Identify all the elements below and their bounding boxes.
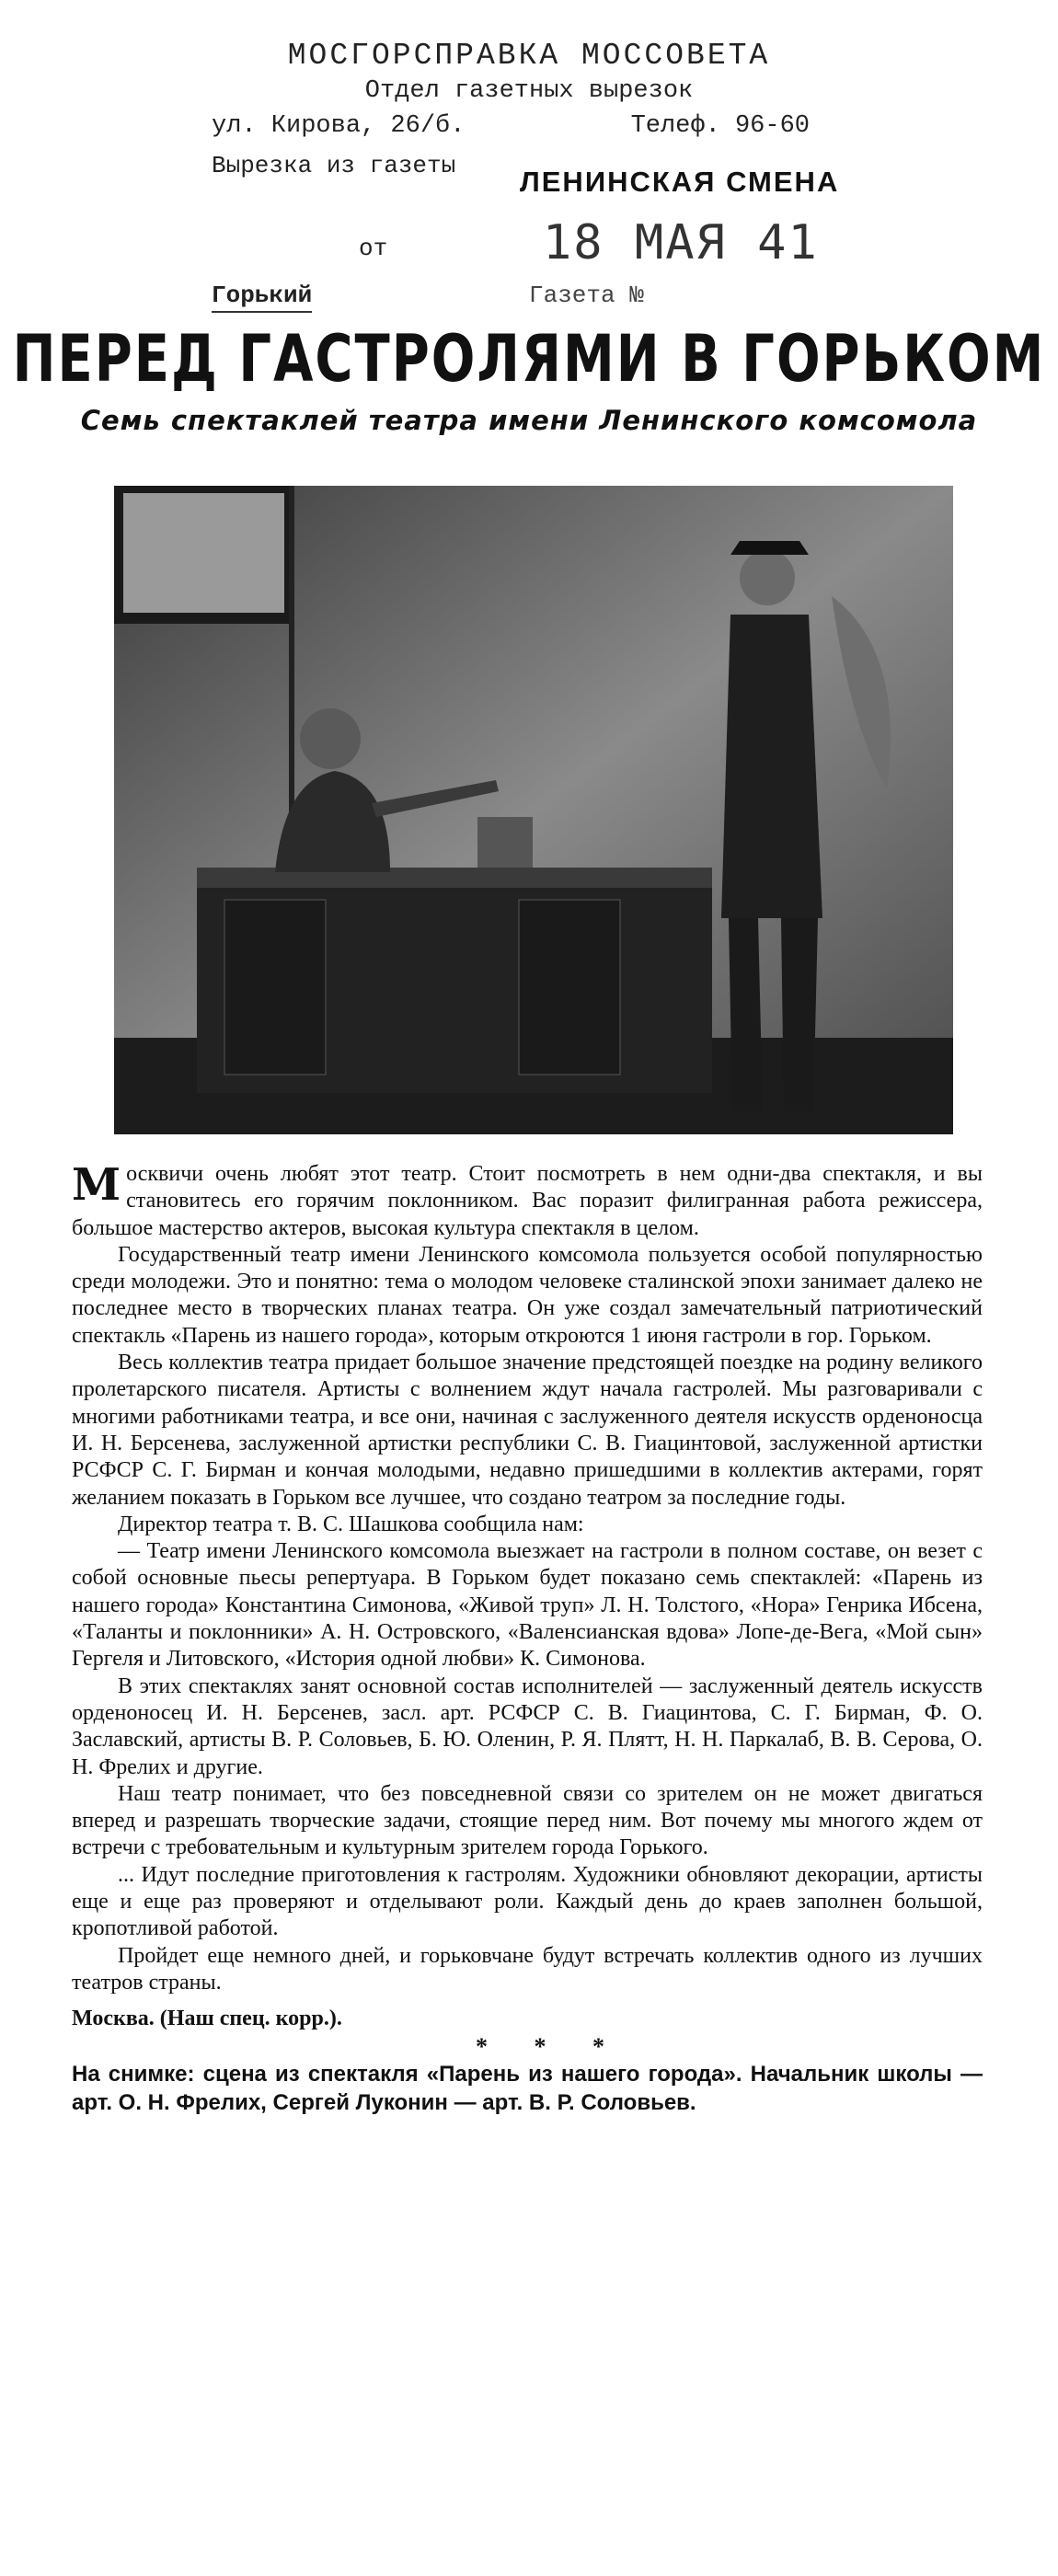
article-paragraph-text: осквичи очень любят этот театр. Стоит посмотреть в нем одни-два спектакля, и вы становитесь его горячим поклонником. Вас поразит филигранная работа режиссера, большое мастерство актеров, высокая культура спектакля в целом. bbox=[72, 1162, 983, 1240]
stamp-phone: Телеф. 96-60 bbox=[630, 112, 810, 140]
article-body bbox=[72, 1161, 983, 2117]
stamp-gazeta-label: Газета № bbox=[529, 282, 644, 309]
headline: ПЕРЕД ГАСТРОЛЯМИ В ГОРЬКОМ bbox=[12, 322, 1046, 397]
article-paragraph: — Театр имени Ленинского комсомола выезжает на гастроли в полном составе, он везет с собой основные пьесы репертуара. В Горьком будет показано семь спектаклей: «Парень из нашего города» Константина Симонова, «Живой труп» Л. Н. Толстого, «Нора» Генрика Ибсена, «Таланты и поклонники» А. Н. Островского, «Валенсианская вдова» Лопе-де-Вега, «Мой сын» Гергеля и Литовского, «История одной любви» К. Симонова. bbox=[72, 1539, 983, 1672]
stamp-clipping-label: Вырезка из газеты bbox=[212, 152, 456, 179]
stamp-agency: МОСГОРСПРАВКА МОССОВЕТА bbox=[287, 39, 771, 73]
section-divider-stars: * * * bbox=[476, 2032, 625, 2060]
article-paragraph: В этих спектаклях занят основной состав исполнителей — заслуженный деятель искусств орденоносец И. Н. Берсенев, засл. арт. РСФСР С. В. Гиацинтова, С. Г. Бирман, Ф. О. Заславский, артисты В. Р. Соловьев, Б. Ю. Оленин, Р. Я. Плятт, Н. Н. Паркалаб, В. В. Серова, О. Н. Фрелих и другие. bbox=[72, 1673, 983, 1779]
drop-cap: М bbox=[72, 1159, 121, 1211]
article-paragraph: Пройдет еще немного дней, и горьковчане будут встречать коллектив одного из лучших театров страны. bbox=[72, 1943, 983, 1995]
subheadline: Семь спектаклей театра имени Ленинского комсомола bbox=[80, 405, 978, 436]
stamp-address: ул. Кирова, 26/б. bbox=[212, 112, 466, 140]
article-signature: Москва. (Наш спец. корр.). bbox=[72, 2007, 342, 2031]
stamp-newspaper: ЛЕНИНСКАЯ СМЕНА bbox=[520, 166, 840, 198]
article-paragraph: Директор театра т. В. С. Шашкова сообщила нам: bbox=[118, 1512, 584, 1536]
stamp-date: 18 МАЯ 41 bbox=[543, 215, 819, 270]
article-paragraph: Весь коллектив театра придает большое значение предстоящей поездке на родину великого пролетарского писателя. Артисты с волнением ждут начала гастролей. Мы разговаривали с многими работниками театра, и все они, начиная с заслуженного деятеля искусств орденоносца И. Н. Берсенева, заслуженной артистки республики С. В. Гиацинтовой, заслуженной артистки РСФСР С. Г. Бирман и кончая молодыми, недавно пришедшими в коллектив актерами, горят желанием показать в Горьком все лучшее, что создано театром за последние годы. bbox=[72, 1351, 983, 1510]
article-paragraph: Государственный театр имени Ленинского комсомола пользуется особой популярностью среди молодежи. Это и понятно: тема о молодом человеке сталинской эпохи занимает далеко не последнее место в творческих планах театра. Он уже создал замечательный патриотический спектакль «Парень из нашего города», которым откроются 1 июня гастроли в гор. Горьком. bbox=[72, 1242, 983, 1348]
stamp-city: Горький bbox=[212, 282, 312, 313]
stamp-from-label: от bbox=[359, 235, 388, 262]
article-paragraph: ... Идут последние приготовления к гастролям. Художники обновляют декорации, артисты еще и еще раз проверяют и отделывают роли. Каждый день до краев заполнен большой, кропотливой работой. bbox=[72, 1862, 983, 1941]
seated-man bbox=[300, 708, 361, 769]
article-paragraph bbox=[72, 1161, 983, 1242]
standing-man bbox=[740, 550, 795, 605]
photo-caption: На снимке: сцена из спектакля «Парень из нашего города». Начальник школы — арт. О. Н. Фрелих, Сергей Луконин — арт. В. Р. Соловьев. bbox=[72, 2061, 983, 2115]
stamp-department: Отдел газетных вырезок bbox=[364, 77, 694, 105]
article-paragraph: Наш театр понимает, что без повседневной связи со зрителем он не может двигаться вперед и разрешать творческие задачи, стоящие перед ним. Вот почему мы многого ждем от встречи с требовательным и культурным зрителем города Горького. bbox=[72, 1781, 983, 1860]
stamp-address-row bbox=[212, 112, 810, 140]
scene-illustration bbox=[114, 486, 953, 1134]
scene-photo bbox=[114, 486, 953, 1134]
clipping-stamp bbox=[0, 0, 1058, 309]
